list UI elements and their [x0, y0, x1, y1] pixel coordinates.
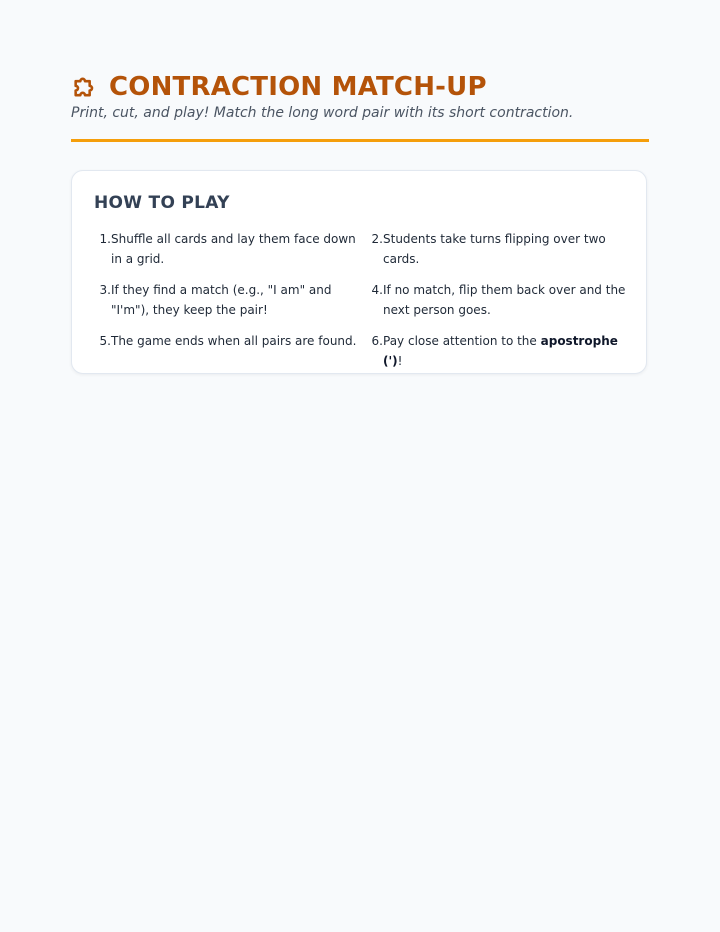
- instruction-step-3: [94, 280, 366, 320]
- apostrophe-emphasis: apostrophe ('): [383, 334, 618, 368]
- step-number: 4.: [371, 283, 383, 297]
- instruction-list: [94, 229, 632, 371]
- step-text-before: Pay close attention to the: [383, 334, 541, 348]
- step-number: 1.: [99, 232, 111, 246]
- instruction-step-6: [366, 331, 632, 371]
- worksheet-page: [71, 70, 649, 368]
- instruction-step-2: [366, 229, 632, 269]
- page-title: CONTRACTION MATCH-UP: [109, 72, 487, 102]
- puzzle-icon: [71, 73, 99, 101]
- step-number: 3.: [99, 283, 111, 297]
- step-text: [383, 331, 632, 371]
- step-number: 5.: [99, 334, 111, 348]
- step-number: 2.: [371, 232, 383, 246]
- title-row: [71, 70, 649, 104]
- page-subtitle: Print, cut, and play! Match the long word pair with its short contraction.: [71, 105, 574, 121]
- how-to-play-card: [71, 170, 647, 374]
- how-to-play-heading: HOW TO PLAY: [94, 193, 230, 213]
- instruction-step-1: [94, 229, 366, 269]
- step-text: Students take turns flipping over two cards.: [383, 232, 606, 266]
- step-text: If no match, flip them back over and the next person goes.: [383, 283, 626, 317]
- instruction-step-4: [366, 280, 632, 320]
- step-number: 6.: [371, 334, 383, 348]
- step-text: If they find a match (e.g., "I am" and "I'm"), they keep the pair!: [111, 283, 332, 317]
- step-text: Shuffle all cards and lay them face down in a grid.: [111, 232, 356, 266]
- title-divider: [71, 139, 649, 142]
- instruction-step-5: [94, 331, 366, 371]
- step-text-after: !: [397, 354, 403, 368]
- step-text: The game ends when all pairs are found.: [111, 334, 357, 348]
